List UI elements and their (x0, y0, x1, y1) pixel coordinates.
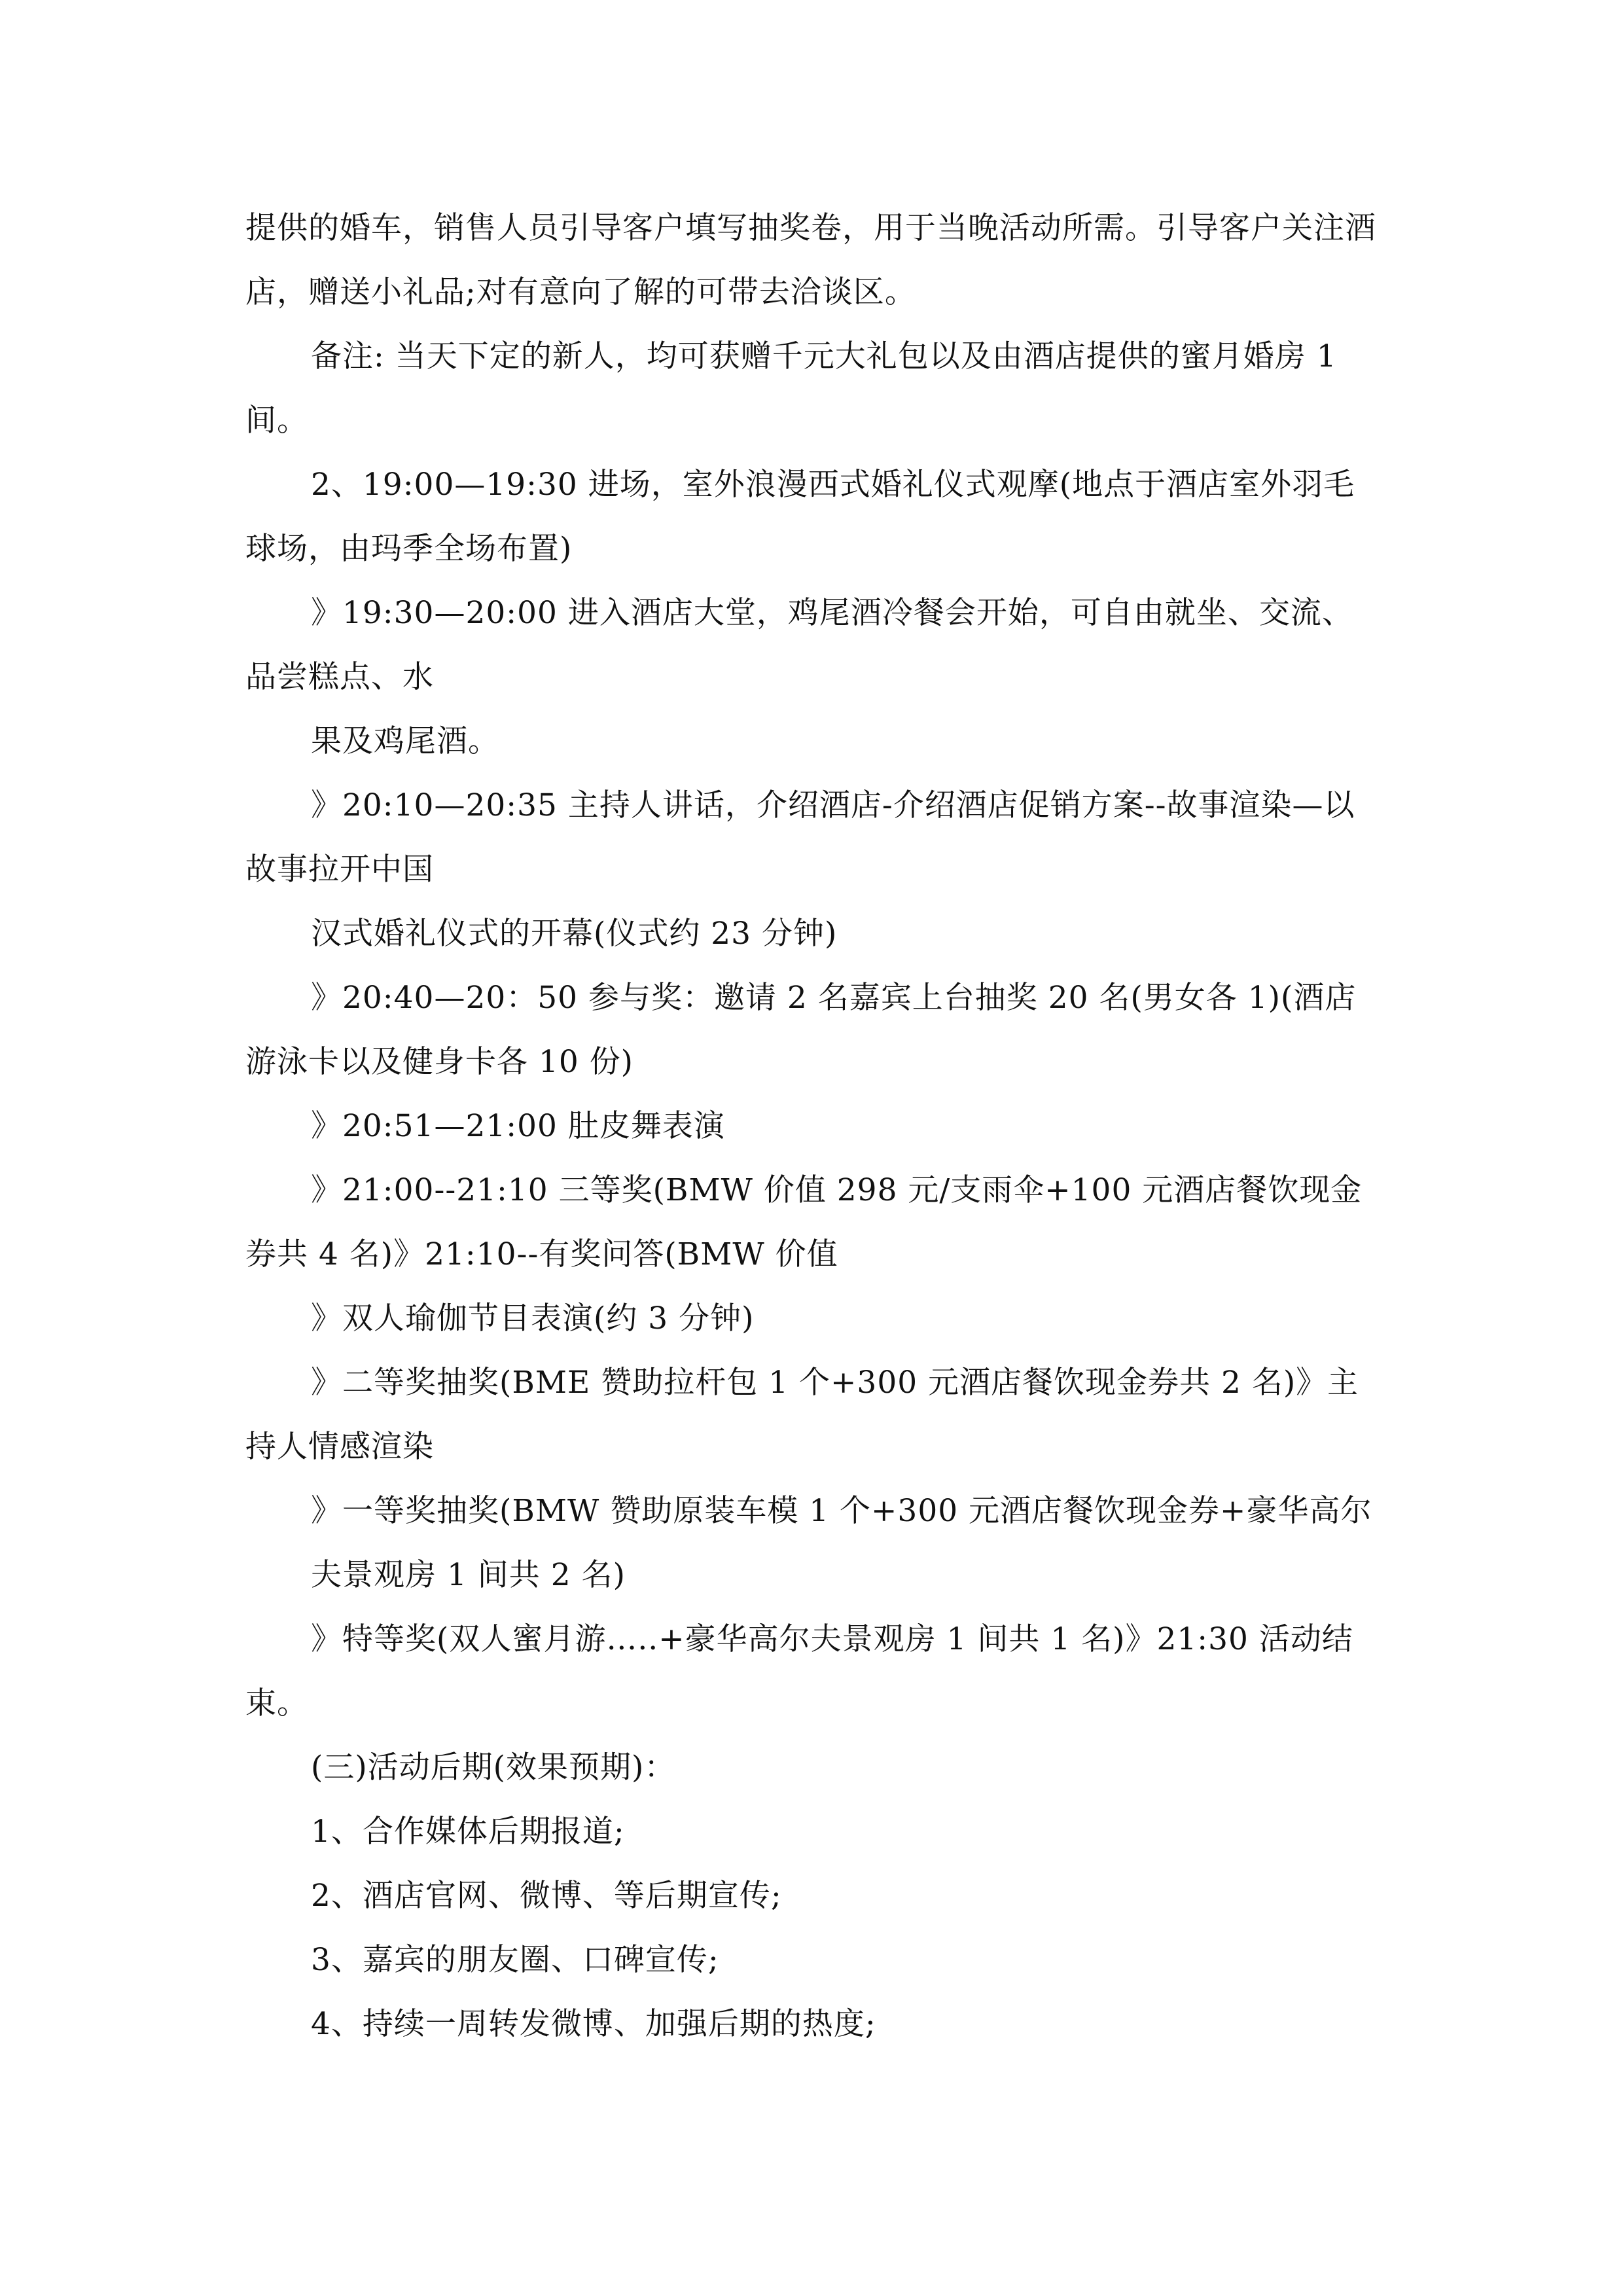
paragraph-second-prize: 》二等奖抽奖(BME 赞助拉杆包 1 个+300 元酒店餐饮现金券共 2 名)》主持人情感渲染 (245, 1365, 1359, 1465)
paragraph-participation-prize: 》20:40—20：50 参与奖：邀请 2 名嘉宾上台抽奖 20 名(男女各 1)(酒店游泳卡以及健身卡各 10 份) (245, 980, 1357, 1080)
section-heading-post-event: (三)活动后期(效果预期)： (311, 1749, 676, 1785)
paragraph-third-prize: 》21:00--21:10 三等奖(BMW 价值 298 元/支雨伞+100 元酒店餐饮现金券共 4 名)》21:10--有奖问答(BMW 价值 (245, 1172, 1363, 1272)
paragraph-first-prize-cont: 夫景观房 1 间共 2 名) (311, 1557, 626, 1593)
paragraph-first-prize: 》一等奖抽奖(BMW 赞助原装车模 1 个+300 元酒店餐饮现金券+豪华高尔 (311, 1493, 1372, 1529)
paragraph-cocktail-buffet-cont: 果及鸡尾酒。 (311, 723, 499, 759)
paragraph-host-speech-cont: 汉式婚礼仪式的开幕(仪式约 23 分钟) (311, 916, 838, 952)
paragraph-cocktail-buffet: 》19:30—20:00 进入酒店大堂，鸡尾酒冷餐会开始，可自由就坐、交流、品尝糕点、水 (245, 595, 1353, 695)
document-body (245, 196, 1378, 2056)
paragraph-yoga-show: 》双人瑜伽节目表演(约 3 分钟) (311, 1300, 755, 1336)
paragraph-note-gift: 备注: 当天下定的新人，均可获赠千元大礼包以及由酒店提供的蜜月婚房 1 间。 (245, 338, 1337, 439)
paragraph-host-speech: 》20:10—20:35 主持人讲话，介绍酒店-介绍酒店促销方案--故事渲染—以故事拉开中国 (245, 787, 1355, 888)
list-item-weibo-repost: 4、持续一周转发微博、加强后期的热度; (311, 2006, 876, 2042)
paragraph-wedding-car-lottery: 提供的婚车，销售人员引导客户填写抽奖卷，用于当晚活动所需。引导客户关注酒店，赠送小礼品;对有意向了解的可带去洽谈区。 (245, 210, 1376, 310)
list-item-media-report: 1、合作媒体后期报道; (311, 1814, 625, 1850)
list-item-official-promo: 2、酒店官网、微博、等后期宣传; (311, 1878, 782, 1914)
paragraph-entrance-ceremony: 2、19:00—19:30 进场，室外浪漫西式婚礼仪式观摩(地点于酒店室外羽毛球场，由玛季全场布置) (245, 467, 1355, 567)
paragraph-grand-prize: 》特等奖(双人蜜月游…..+豪华高尔夫景观房 1 间共 1 名)》21:30 活动结束。 (245, 1621, 1353, 1721)
list-item-guest-word-of-mouth: 3、嘉宾的朋友圈、口碑宣传; (311, 1942, 719, 1978)
paragraph-belly-dance: 》20:51—21:00 肚皮舞表演 (311, 1108, 725, 1144)
